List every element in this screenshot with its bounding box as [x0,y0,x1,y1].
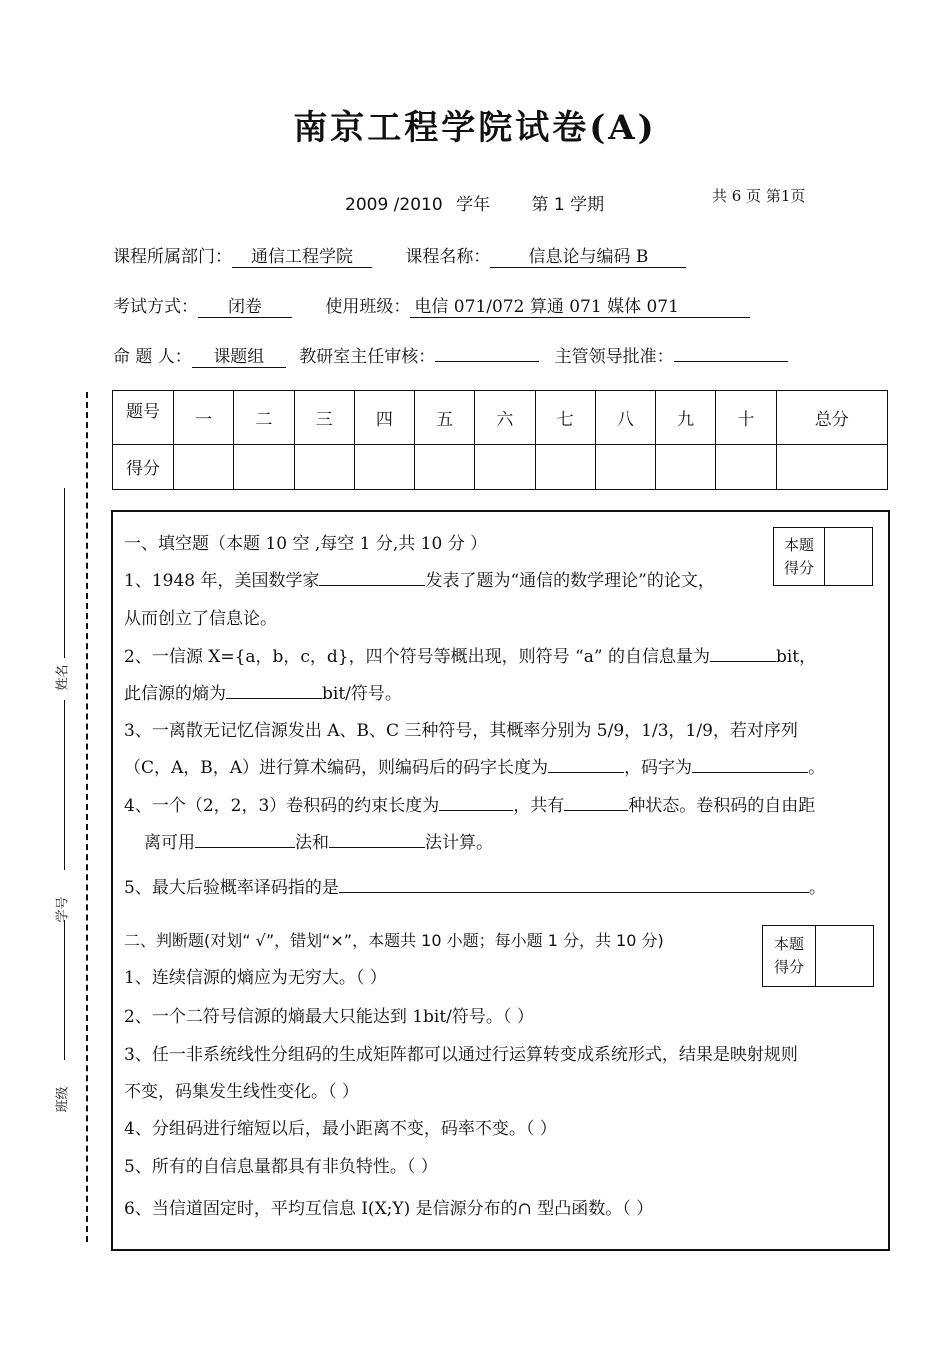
director-blank[interactable] [435,345,539,362]
s1-question-4 [124,791,815,816]
name-line [64,488,65,658]
s1q4-text-e: 法和 [295,833,329,853]
dept-value: 通信工程学院 [232,247,372,268]
s1q2-text-a: 2、一信源 X={a，b，c，d}，四个符号等概出现，则符号 “a” 的自信息量为 [124,647,710,667]
s1q4-text-a: 4、一个（2，2，3）卷积码的约束长度为 [124,796,440,816]
info-line-exam [113,292,750,318]
s1q4-text-c: 种状态。卷积码的自由距 [628,796,816,816]
s1q2-text-b: bit， [775,647,817,667]
s1-question-5 [124,873,826,898]
s1q1-text-c: 从而创立了信息论。 [124,609,277,629]
exam-title: 南京工程学院试卷(A) [293,108,657,148]
name-label: 姓名 [55,664,71,691]
term: 第 1 学期 [531,195,605,215]
score-cell[interactable] [595,444,655,489]
score-table-header-row [113,391,888,445]
s1q2-text-d: bit/符号。 [322,684,402,704]
score-table-score-row [113,444,888,489]
box-label-line2: 得分 [773,958,804,976]
col-5: 五 [415,391,475,445]
score-cell-total[interactable] [776,444,888,489]
score-cell[interactable] [475,444,535,489]
s1q1-text-a: 1、1948 年，美国数学家 [124,571,320,591]
s1q2-text-c: 此信源的熵为 [124,684,226,704]
s1q4-blank-4[interactable] [329,831,425,848]
score-table [112,390,888,490]
section1-score-cell[interactable] [825,528,872,585]
author-label: 命 题 人： [113,347,192,367]
score-cell[interactable] [656,444,716,489]
course-label: 课程名称： [405,247,491,267]
school-year-label: 学年 [456,195,491,215]
col-10: 十 [716,391,776,445]
class-label: 使用班级： [325,297,411,317]
section2-score-label [763,926,816,986]
question-number-label: 题号 [113,391,174,445]
col-1: 一 [174,391,234,445]
s1q3-text-d: 。 [808,758,826,778]
score-cell[interactable] [716,444,776,489]
s1q3-text-b: （C，A，B，A）进行算术编码，则编码后的码字长度为 [124,758,549,778]
section2-heading: 二、判断题(对划“ √”，错划“×”，本题共 10 小题；每小题 1 分，共 10 分) [124,931,664,950]
page-info: 共 6 页 第1页 [712,187,806,205]
s2-question-6: 6、当信道固定时，平均互信息 I(X;Y) 是信源分布的∩ 型凸函数。（ ） [124,1199,654,1219]
box-label-line1: 本题 [783,535,814,554]
academic-year-line [345,190,612,215]
s1q4-blank-1[interactable] [439,794,513,811]
score-label: 得分 [113,444,174,489]
s1q2-blank-1[interactable] [710,645,776,662]
col-total: 总分 [776,391,888,445]
s1-question-4-cont [144,828,493,853]
s1q3-text-c: ，码字为 [624,758,693,778]
class-side-label: 班级 [55,1086,71,1113]
s2-question-3a: 3、任一非系统线性分组码的生成矩阵都可以通过行运算转变成系统形式，结果是映射规则 [124,1045,798,1065]
s1q1-blank[interactable] [319,569,425,586]
score-cell[interactable] [535,444,595,489]
info-line-author [113,342,788,368]
box-label-line2: 得分 [783,558,814,577]
exam-value: 闭卷 [198,297,292,318]
col-4: 四 [354,391,414,445]
class-line [64,920,65,1060]
class-value: 电信 071/072 算通 071 媒体 071 [410,297,750,318]
id-line [64,700,65,870]
s1q4-blank-3[interactable] [195,831,295,848]
s1q1-text-b: 发表了题为“通信的数学理论”的论文， [425,571,715,591]
col-3: 三 [294,391,354,445]
s1q4-text-f: 法计算。 [425,833,493,853]
s1q3-text-a: 3、一离散无记忆信源发出 A、B、C 三种符号，其概率分别为 5/9，1/3，1/9，若对序列 [124,721,798,741]
course-value: 信息论与编码 B [490,247,686,268]
s1q4-blank-2[interactable] [564,794,628,811]
dept-label: 课程所属部门： [113,247,232,267]
col-8: 八 [595,391,655,445]
leader-label: 主管领导批准： [554,347,674,367]
leader-blank[interactable] [674,345,788,362]
author-value: 课题组 [192,347,286,368]
s1-question-2-cont [124,679,402,704]
s2-question-2: 2、一个二符号信源的熵最大只能达到 1bit/符号。（ ） [124,1007,534,1027]
s1q2-blank-2[interactable] [226,682,322,699]
section2-score-cell[interactable] [816,926,873,986]
s2-question-1: 1、连续信源的熵应为无穷大。（ ） [124,968,387,988]
s1-question-3-cont [124,753,825,778]
col-7: 七 [535,391,595,445]
section2-score-box [762,925,874,987]
s1q4-text-b: ，共有 [513,796,565,816]
col-2: 二 [234,391,294,445]
exam-label: 考试方式： [113,297,198,317]
box-label-line1: 本题 [773,935,804,953]
s1-question-1 [124,566,715,591]
s1q5-blank[interactable] [339,876,809,893]
s1q4-text-d: 离可用 [144,833,195,853]
section1-score-label [774,528,825,585]
s2-question-5: 5、所有的自信息量都具有非负特性。（ ） [124,1157,438,1177]
section1-score-box [773,527,873,586]
s2-question-4: 4、分组码进行缩短以后，最小距离不变，码率不变。（ ） [124,1119,557,1139]
binding-dashed-line [86,392,88,1242]
score-cell[interactable] [234,444,294,489]
s1q5-text-a: 5、最大后验概率译码指的是 [124,878,339,898]
score-cell[interactable] [174,444,234,489]
s1q3-blank-1[interactable] [548,756,624,773]
director-label: 教研室主任审核： [299,347,436,367]
score-cell[interactable] [415,444,475,489]
s1q5-text-b: 。 [808,878,826,898]
col-9: 九 [656,391,716,445]
s1-question-2 [124,642,816,667]
info-line-dept [113,242,686,268]
section1-heading: 一、填空题（本题 10 空 ,每空 1 分,共 10 分 ） [124,534,488,554]
score-cell[interactable] [294,444,354,489]
col-6: 六 [475,391,535,445]
years: 2009 /2010 [345,195,443,215]
score-cell[interactable] [354,444,414,489]
id-label: 学号 [55,896,71,923]
s1q3-blank-2[interactable] [692,756,808,773]
s2-question-3b: 不变，码集发生线性变化。（ ） [124,1082,359,1102]
